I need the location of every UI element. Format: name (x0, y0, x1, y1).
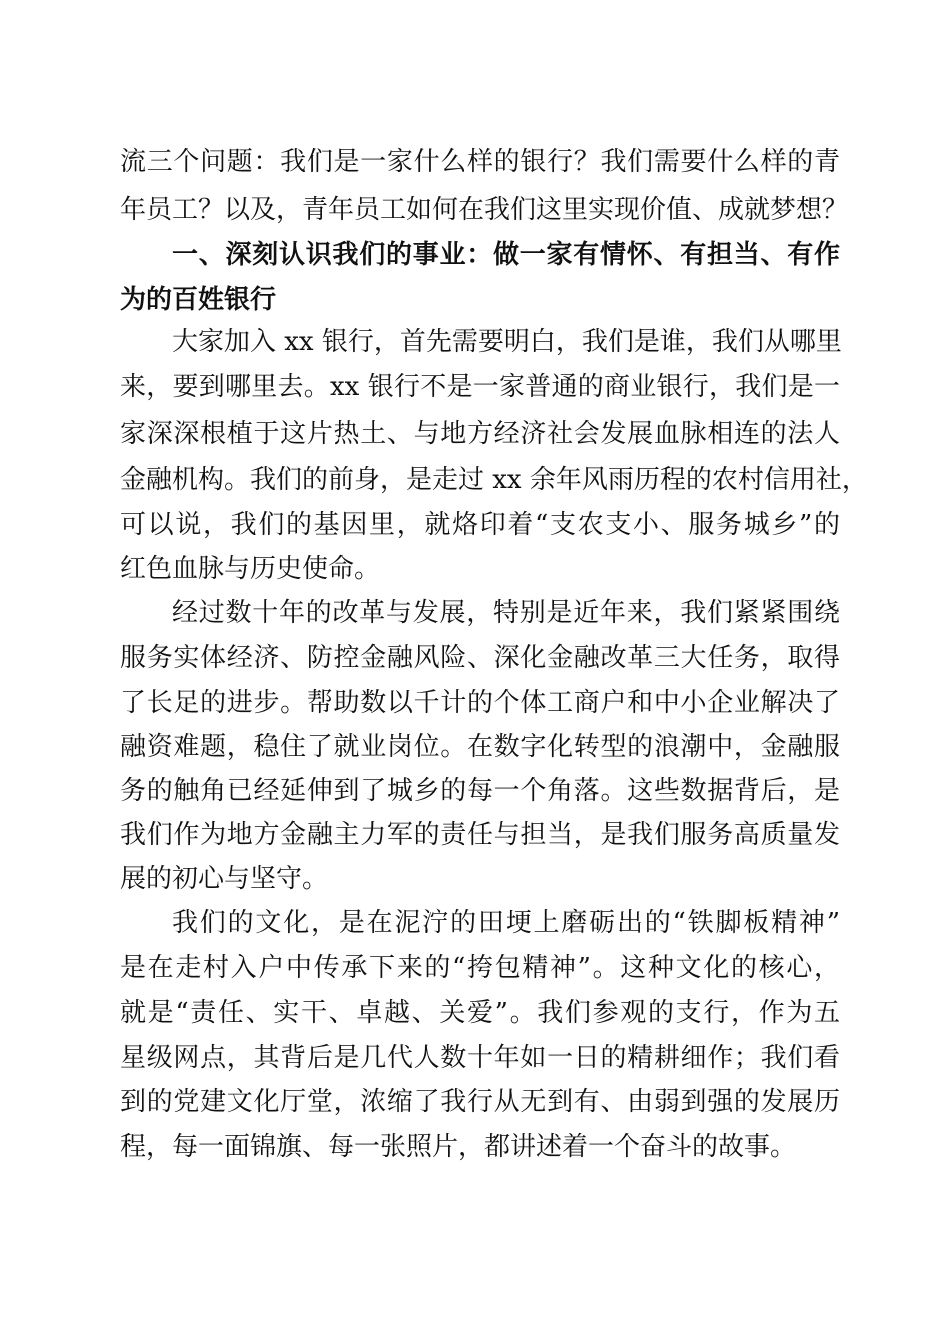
body-line: 我们作为地方金融主力军的责任与担当，是我们服务高质量发 (120, 820, 840, 850)
body-line: 到的党建文化厅堂，浓缩了我行从无到有、由弱到强的发展历 (120, 1087, 840, 1117)
body-line: 务的触角已经延伸到了城乡的每一个角落。这些数据背后，是 (120, 776, 840, 806)
body-line: 金融机构。我们的前身，是走过 xx 余年风雨历程的农村信用社， (120, 465, 868, 495)
body-line: 星级网点，其背后是几代人数十年如一日的精耕细作；我们看 (120, 1043, 840, 1073)
body-line: 融资难题，稳住了就业岗位。在数字化转型的浪潮中，金融服 (120, 732, 840, 762)
body-line: 我们的文化，是在泥泞的田埂上磨砺出的“铁脚板精神” (172, 908, 840, 938)
body-line: 来，要到哪里去。xx 银行不是一家普通的商业银行，我们是一 (120, 372, 840, 402)
body-line: 可以说，我们的基因里，就烙印着“支农支小、服务城乡”的 (120, 510, 840, 540)
body-line: 家深深根植于这片热土、与地方经济社会发展血脉相连的法人 (120, 419, 840, 449)
body-line: 年员工？以及，青年员工如何在我们这里实现价值、成就梦想？ (120, 195, 849, 225)
body-line: 就是“责任、实干、卓越、关爱”。我们参观的支行，作为五 (120, 998, 840, 1028)
body-line: 程，每一面锦旗、每一张照片，都讲述着一个奋斗的故事。 (120, 1132, 797, 1162)
body-line: 展的初心与坚守。 (120, 864, 329, 894)
body-line: 服务实体经济、防控金融风险、深化金融改革三大任务，取得 (120, 643, 840, 673)
body-line: 经过数十年的改革与发展，特别是近年来，我们紧紧围绕 (172, 598, 840, 628)
body-line: 大家加入 xx 银行，首先需要明白，我们是谁，我们从哪里 (172, 327, 842, 357)
section-heading-line: 一、深刻认识我们的事业：做一家有情怀、有担当、有作 (172, 240, 840, 270)
body-line: 流三个问题：我们是一家什么样的银行？我们需要什么样的青 (120, 147, 840, 177)
body-line: 了长足的进步。帮助数以千计的个体工商户和中小企业解决了 (120, 688, 840, 718)
body-line: 是在走村入户中传承下来的“挎包精神”。这种文化的核心， (120, 953, 840, 983)
section-heading-line: 为的百姓银行 (120, 285, 277, 315)
body-line: 红色血脉与历史使命。 (120, 554, 381, 584)
